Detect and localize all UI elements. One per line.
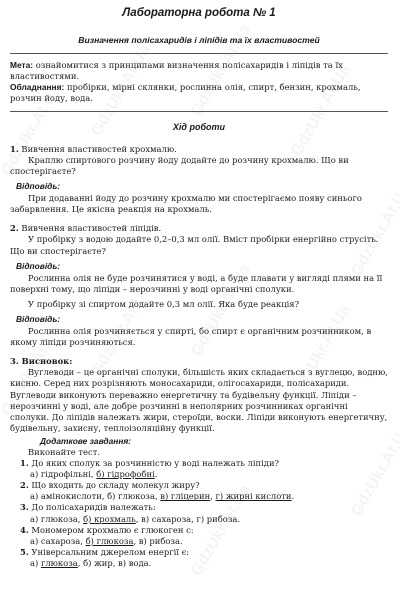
question-number: 4.: [20, 524, 29, 535]
extra-task-intro: Виконайте тест.: [28, 447, 100, 458]
correct-option: глюкоза: [40, 557, 78, 568]
divider: [10, 111, 388, 112]
step-instruction: У пробірку зі спиртом додайте 0,3 мл олії. Яка буде реакція?: [28, 298, 300, 309]
test-question-4: [10, 525, 388, 547]
question-label: Мономером крохмалю є глюкоген с:: [28, 524, 194, 535]
page-subtitle: Визначення полісахаридів і ліпідів та їх властивостей: [78, 35, 320, 46]
answer-label: Відповідь:: [16, 181, 61, 192]
option-text: , в) сахароза, г) рибоза.: [135, 513, 241, 524]
step-1: [10, 144, 388, 216]
step-title: Вивчення властивостей крохмалю.: [18, 143, 177, 154]
step-instruction: У пробірку з водою додайте 0,2–0,3 мл олії. Вміст пробірки енергійно струсіть. Що ви спостерігаєте?: [10, 234, 379, 256]
question-label: Універсальним джерелом енергії є:: [28, 546, 190, 557]
option-text: а): [30, 557, 41, 568]
option-text: а) гідрофільні,: [30, 469, 97, 480]
question-text: [20, 525, 388, 536]
option-text: а) сахароза,: [30, 535, 86, 546]
test-question-1: [10, 458, 388, 480]
step-instruction: Краплю спиртового розчину йоду додайте до розчину крохмалю. Що ви спостерігаєте?: [10, 154, 349, 176]
question-label: До полісахаридів належать:: [28, 502, 156, 513]
correct-option: б) глюкоза: [85, 535, 134, 546]
correct-option: б) гідрофобні: [96, 469, 155, 480]
question-options: [20, 536, 388, 547]
question-number: 2.: [20, 480, 29, 491]
section-heading: Хід роботи: [172, 121, 226, 132]
answer-text: При додаванні йоду до розчину крохмалю ми спостерігаємо появу синього забарвлення. Це якісна реакція на крохмаль.: [10, 193, 362, 215]
option-text: а) глюкоза,: [30, 513, 84, 524]
answer-text: Рослинна олія не буде розчинятися у воді, а буде плавати у вигляді плями на її поверхні тому, що ліпіди – нерозчинні у воді органічні сполуки.: [10, 272, 383, 294]
question-text: [20, 502, 388, 513]
test-question-2: [10, 480, 388, 502]
step-3: [10, 356, 388, 458]
option-text: а) амінокислоти, б) глюкоза,: [30, 491, 161, 502]
equipment-paragraph: [10, 82, 388, 104]
answer-label: Відповідь:: [16, 313, 61, 324]
question-number: 5.: [20, 546, 29, 557]
option-text: , б) жир, в) вода.: [77, 557, 152, 568]
option-text: ,: [210, 491, 216, 502]
goal-label: Мета:: [10, 59, 34, 70]
question-number: 1.: [20, 458, 29, 469]
step-heading: [10, 144, 388, 155]
option-text: .: [154, 469, 158, 480]
question-options: [20, 491, 388, 502]
step-number: 2.: [10, 223, 19, 234]
test-question-5: [10, 547, 388, 569]
question-text: [20, 480, 388, 491]
equipment-label: Обладнання:: [10, 81, 65, 92]
answer-label: Відповідь:: [16, 260, 61, 271]
question-label: До яких сполук за розчинністю у воді належать ліпіди?: [28, 458, 280, 469]
equipment-text: пробірки, мірні склянки, рослинна олія, спирт, бензин, крохмаль, розчин йоду, вода.: [10, 81, 361, 103]
step-heading: [10, 223, 388, 234]
intro-block: [10, 54, 388, 111]
option-text: , в) рибоза.: [133, 535, 183, 546]
question-options: [20, 514, 388, 525]
correct-option: б) крохмаль: [83, 513, 136, 524]
step-title: Вивчення властивостей ліпідів.: [18, 223, 162, 234]
step-title: Висновок:: [18, 356, 73, 367]
step-heading: [10, 356, 388, 367]
step-number: 3.: [10, 356, 19, 367]
question-options: [20, 469, 388, 480]
goal-paragraph: [10, 60, 388, 82]
step-2: [10, 223, 388, 348]
question-text: [20, 547, 388, 558]
test-question-3: [10, 502, 388, 524]
goal-text: ознайомитися з принципами визначення полісахаридів і ліпідів та їх властивостями.: [10, 59, 343, 81]
step-number: 1.: [10, 143, 19, 154]
correct-option: г) жирні кислоти: [215, 491, 292, 502]
question-number: 3.: [20, 502, 29, 513]
answer-text: Рослинна олія розчиняється у спирті, бо спирт є органічним розчинником, в якому ліпіди розчиняються.: [10, 326, 372, 348]
page-title: Лабораторна робота № 1: [122, 7, 276, 19]
conclusion-text: Вуглеводи – це органічні сполуки, більшість яких складається з вуглецю, водню, кисню. Серед них розрізняють моносахариди, олігосахариди, полісахариди. Вуглеводи виконують переважно енергетичну та будівельну функції. Ліпіди – нерозчинні у воді, але добре розчинні в неполярних розчинниках органічні сполуки. До ліпідів належать жири, стероїди, воски. Ліпіди виконують енергетичну, будівельну, захисну, теплоізоляційну функції.: [10, 367, 388, 433]
question-label: Що входить до складу молекул жиру?: [28, 480, 200, 491]
question-text: [20, 458, 388, 469]
correct-option: в) гліцерин: [160, 491, 211, 502]
extra-task-title: Додаткове завдання:: [40, 435, 132, 446]
option-text: .: [291, 491, 295, 502]
question-options: [20, 558, 388, 569]
